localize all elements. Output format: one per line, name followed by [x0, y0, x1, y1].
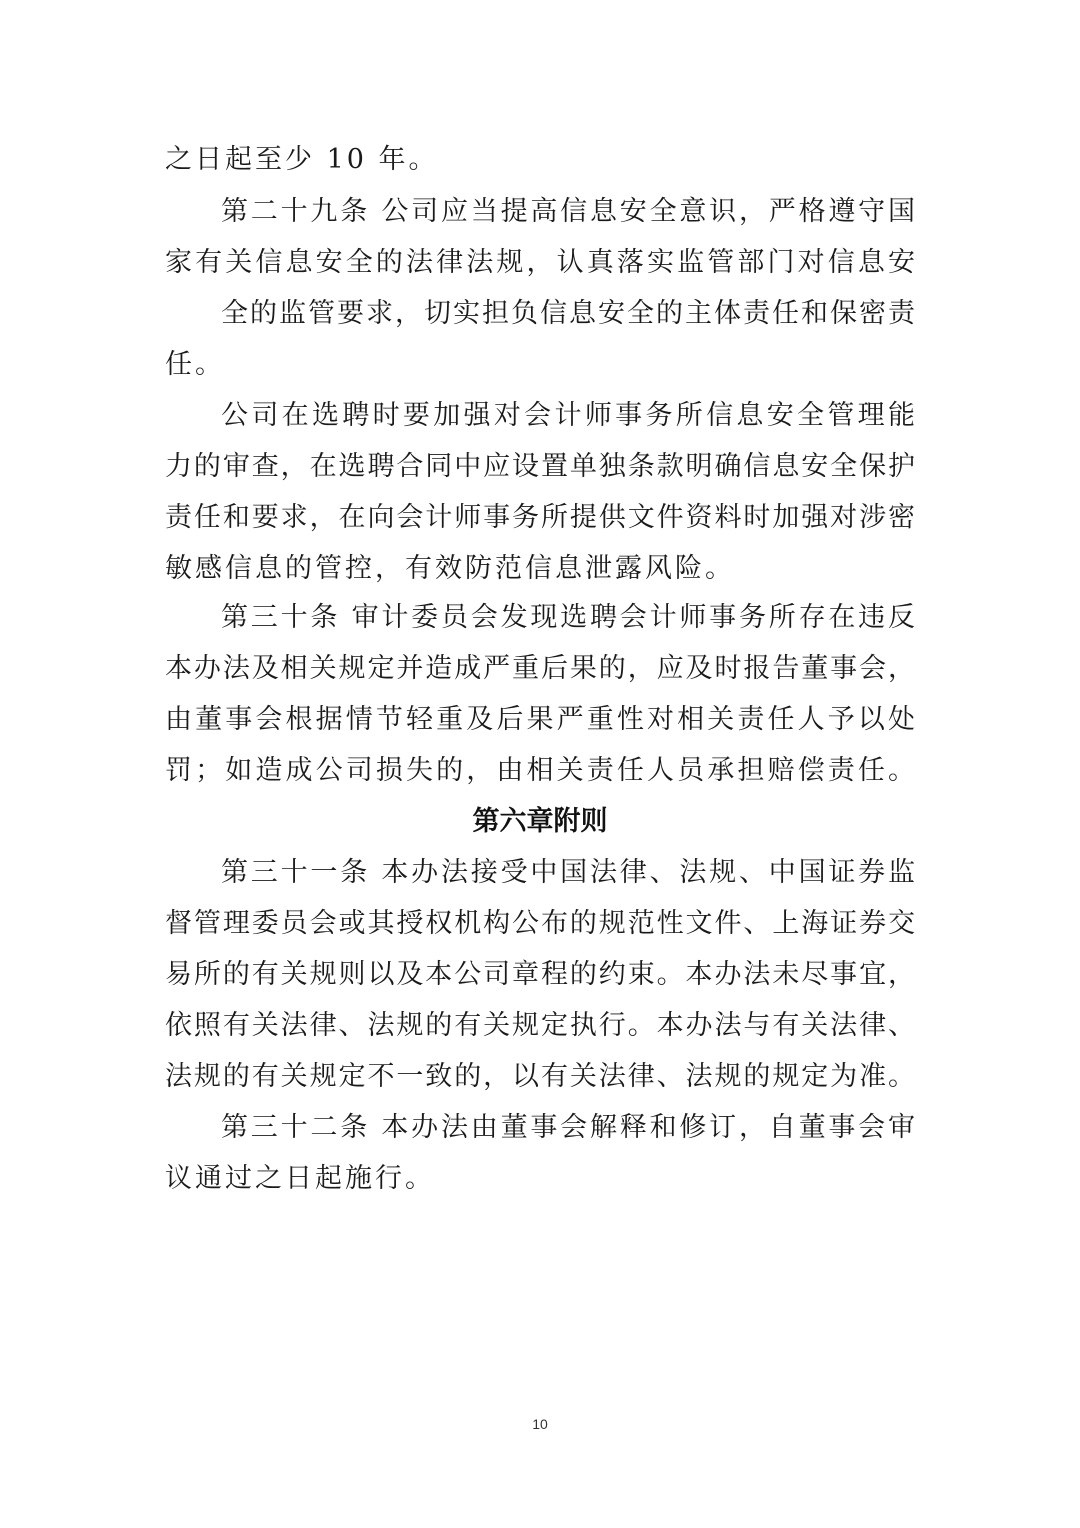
text-line: 督管理委员会或其授权机构公布的规范性文件、上海证券交: [165, 908, 915, 939]
text-line: 由董事会根据情节轻重及后果严重性对相关责任人予以处: [165, 704, 915, 735]
article-30-heading-line: 第三十条 审计委员会发现选聘会计师事务所存在违反: [221, 602, 915, 633]
text-line: 议通过之日起施行。: [165, 1163, 435, 1194]
text-line: 法规的有关规定不一致的，以有关法律、法规的规定为准。: [165, 1061, 915, 1092]
text-line: 力的审查，在选聘合同中应设置单独条款明确信息安全保护: [165, 451, 915, 482]
text-line: 依照有关法律、法规的有关规定执行。本办法与有关法律、: [165, 1010, 915, 1041]
paragraph-start-line: 公司在选聘时要加强对会计师事务所信息安全管理能: [221, 400, 915, 431]
page-number: 10: [532, 1416, 548, 1432]
text-line: 之日起至少 10 年。: [165, 144, 439, 175]
text-line: 敏感信息的管控，有效防范信息泄露风险。: [165, 553, 735, 584]
text-line: 家有关信息安全的法律法规，认真落实监管部门对信息安: [165, 247, 915, 278]
article-32-heading-line: 第三十二条 本办法由董事会解释和修订，自董事会审: [221, 1112, 915, 1143]
text-line: 罚；如造成公司损失的，由相关责任人员承担赔偿责任。: [165, 755, 915, 786]
chapter-heading: 第六章附则: [472, 806, 608, 837]
text-line: 本办法及相关规定并造成严重后果的，应及时报告董事会，: [165, 653, 915, 684]
text-line: 任。: [165, 349, 225, 380]
text-line: 易所的有关规则以及本公司章程的约束。本办法未尽事宜，: [165, 959, 915, 990]
article-31-heading-line: 第三十一条 本办法接受中国法律、法规、中国证券监: [221, 857, 915, 888]
article-29-heading-line: 第二十九条 公司应当提高信息安全意识，严格遵守国: [221, 196, 915, 227]
text-line: 全的监管要求，切实担负信息安全的主体责任和保密责: [221, 298, 915, 329]
text-line: 责任和要求，在向会计师事务所提供文件资料时加强对涉密: [165, 502, 915, 533]
